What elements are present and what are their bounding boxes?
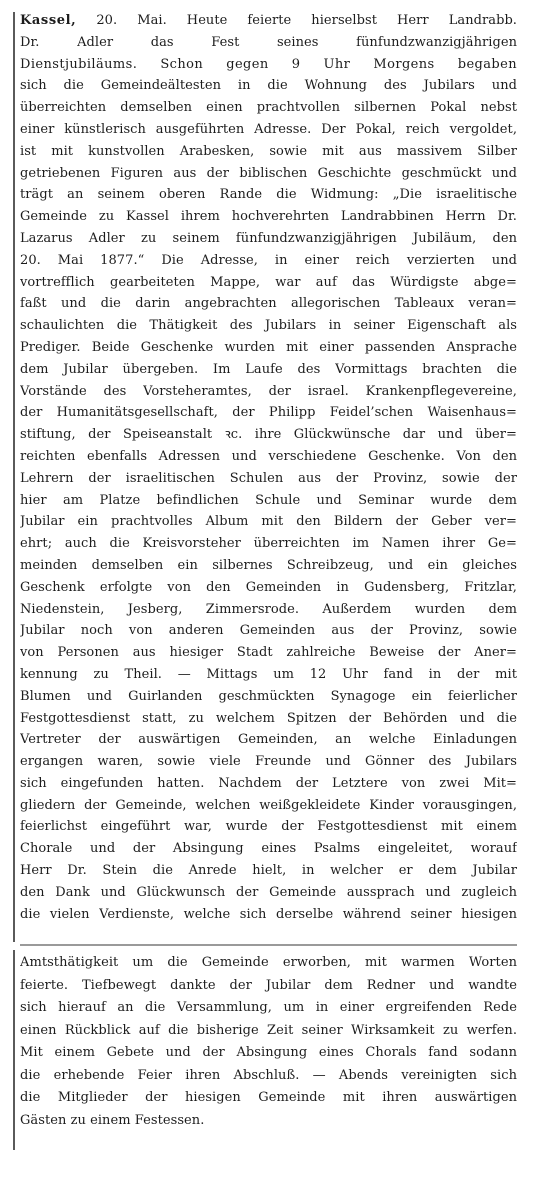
text-line: Dienstjubiläums. Schon gegen 9 Uhr Morgens begaben xyxy=(20,56,517,72)
article-body-top xyxy=(20,10,517,925)
text-line: schaulichten die Thätigkeit des Jubilars in seiner Eigenschaft als xyxy=(20,318,517,334)
column-rule-bottom xyxy=(13,950,15,1150)
text-line: Mit einem Gebete und der Absingung eines Chorals fand sodann xyxy=(20,1045,517,1060)
text-line: Gemeinde zu Kassel ihrem hochverehrten Landrabbinen Herrn Dr. xyxy=(20,209,517,225)
text-line: feierlichst eingeführt war, wurde der Festgottesdienst mit einem xyxy=(20,819,517,835)
text-line: Prediger. Beide Geschenke wurden mit einer passenden Ansprache xyxy=(20,339,517,355)
text-line: Blumen und Guirlanden geschmückten Synagoge ein feierlicher xyxy=(20,688,517,704)
text-line: stiftung, der Speiseanstalt ꝛc. ihre Glückwünsche dar und über= xyxy=(20,427,517,443)
text-line: hier am Platze befindlichen Schule und Seminar wurde dem xyxy=(20,492,517,508)
text-line: einer künstlerisch ausgeführten Adresse. Der Pokal, reich vergoldet, xyxy=(20,121,517,137)
text-line: sich hierauf an die Versammlung, um in einer ergreifenden Rede xyxy=(20,1000,517,1015)
text-line: Gästen zu einem Festessen. xyxy=(20,1112,205,1128)
text-line: einen Rückblick auf die bisherige Zeit seiner Wirksamkeit zu werfen. xyxy=(20,1022,517,1038)
text-line: kennung zu Theil. — Mittags um 12 Uhr fand in der mit xyxy=(20,666,517,682)
column-rule-top xyxy=(13,12,15,942)
text-line: getriebenen Figuren aus der biblischen Geschichte geschmückt und xyxy=(20,165,517,181)
text-line: Niedenstein, Jesberg, Zimmersrode. Außerdem wurden dem xyxy=(20,601,517,617)
text-line: feierte. Tiefbewegt dankte der Jubilar dem Redner und wandte xyxy=(20,977,517,993)
text-line: vortrefflich gearbeiteten Mappe, war auf das Würdigste abge= xyxy=(20,274,517,290)
text-line: Jubilar noch von anderen Gemeinden aus der Provinz, sowie xyxy=(20,623,517,639)
text-line: 20. Mai 1877.“ Die Adresse, in einer reich verzierten und xyxy=(20,252,517,268)
article-body-bottom xyxy=(20,952,517,1132)
text-line: Chorale und der Absingung eines Psalms eingeleitet, worauf xyxy=(20,841,517,857)
clipping-seam xyxy=(20,944,517,946)
text-line: Lehrern der israelitischen Schulen aus der Provinz, sowie der xyxy=(20,470,517,486)
text-line: Vertreter der auswärtigen Gemeinden, an welche Einladungen xyxy=(20,732,517,748)
text-line: Dr. Adler das Fest seines fünfundzwanzigjährigen xyxy=(20,34,517,50)
text-line: faßt und die darin angebrachten allegorischen Tableaux veran= xyxy=(20,296,517,312)
text-line: Festgottesdienst statt, zu welchem Spitzen der Behörden und die xyxy=(20,710,517,726)
text-line: Herr Dr. Stein die Anrede hielt, in welcher er dem Jubilar xyxy=(20,863,517,879)
dateline: Kassel, xyxy=(20,13,77,28)
text-line: den Dank und Glückwunsch der Gemeinde aussprach und zugleich xyxy=(20,884,517,900)
text-line: Lazarus Adler zu seinem fünfundzwanzigjährigen Jubiläum, den xyxy=(20,230,517,246)
text-line: ehrt; auch die Kreisvorsteher überreichten im Namen ihrer Ge= xyxy=(20,536,517,552)
text-line: ergangen waren, sowie viele Freunde und Gönner des Jubilars xyxy=(20,754,517,770)
text-line: die Mitglieder der hiesigen Gemeinde mit ihren auswärtigen xyxy=(20,1090,517,1105)
text-line: der Humanitätsgesellschaft, der Philipp Feidel’schen Waisenhaus= xyxy=(20,405,517,421)
text-line xyxy=(20,10,517,32)
text-line: trägt an seinem oberen Rande die Widmung: „Die israelitische xyxy=(20,187,517,203)
text-line: reichten ebenfalls Adressen und verschiedene Geschenke. Von den xyxy=(20,448,517,464)
text-line: von Personen aus hiesiger Stadt zahlreiche Beweise der Aner= xyxy=(20,645,517,661)
text-line: meinden demselben ein silbernes Schreibzeug, und ein gleiches xyxy=(20,557,517,573)
text-line: dem Jubilar übergeben. Im Laufe des Vormittags brachten die xyxy=(20,361,517,377)
text-line: sich eingefunden hatten. Nachdem der Letztere von zwei Mit= xyxy=(20,775,517,791)
text-line: Geschenk erfolgte von den Gemeinden in Gudensberg, Fritzlar, xyxy=(20,579,517,595)
text-line: Vorstände des Vorsteheramtes, der israel. Krankenpflegevereine, xyxy=(20,383,517,399)
text-line: Amtsthätigkeit um die Gemeinde erworben, mit warmen Worten xyxy=(20,955,517,970)
text-line-rest: 20. Mai. Heute feierte hierselbst Herr Landrabb. xyxy=(76,13,517,28)
text-line: sich die Gemeindeältesten in die Wohnung des Jubilars und xyxy=(20,78,517,94)
text-line: ist mit kunstvollen Arabesken, sowie mit aus massivem Silber xyxy=(20,143,517,159)
text-line: die vielen Verdienste, welche sich derselbe während seiner hiesigen xyxy=(20,906,517,922)
text-line: Jubilar ein prachtvolles Album mit den Bildern der Geber ver= xyxy=(20,514,517,530)
text-line: die erhebende Feier ihren Abschluß. — Abends vereinigten sich xyxy=(20,1067,517,1083)
text-line: überreichten demselben einen prachtvollen silbernen Pokal nebst xyxy=(20,100,517,116)
text-line: gliedern der Gemeinde, welchen weißgekleidete Kinder vorausgingen, xyxy=(20,797,517,813)
